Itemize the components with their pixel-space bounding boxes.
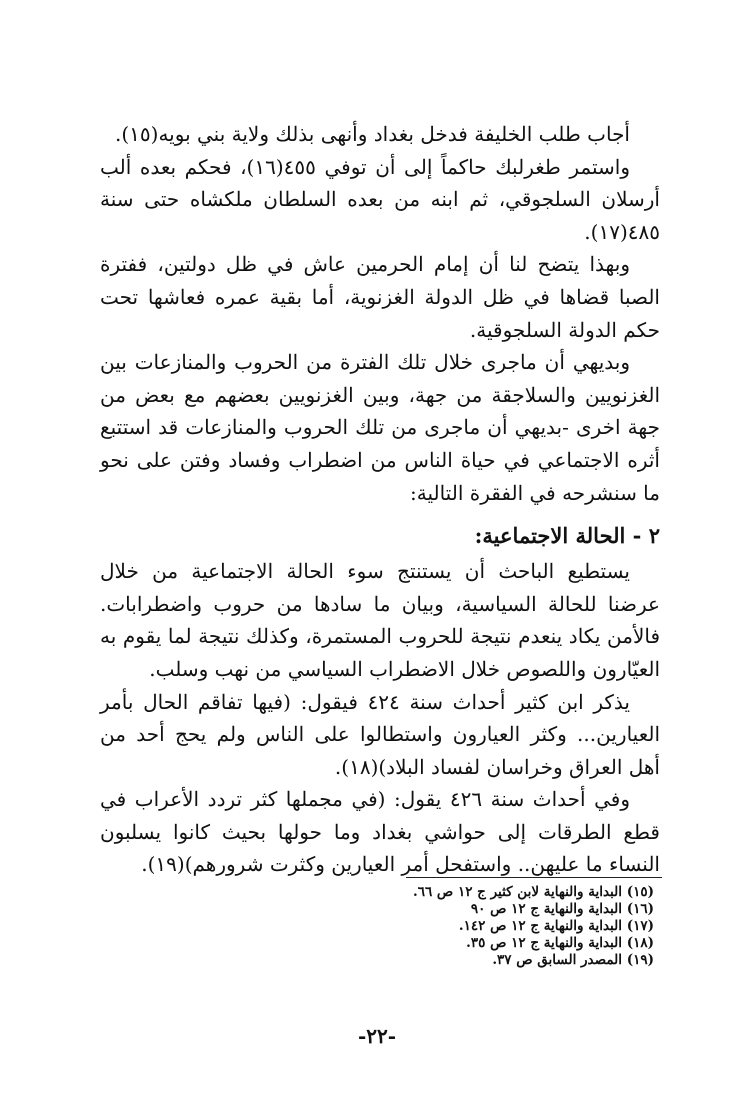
page-number: -٢٢- [357,1024,397,1048]
footnote-19: (١٩) المصدر السابق ص ٣٧. [492,952,654,968]
paragraph-5: يستطيع الباحث أن يستنتج سوء الحالة الاجتماعية من خلال عرضنا للحالة السياسية، وبيان ما سادها من حروب واضطرابات. فالأمن يكاد ينعدم نتيجة للحروب المستمرة، وكذلك نتيجة لما يقوم به العيّارون واللصوص خلال الاضطراب السياسي من نهب وسلب. [100,559,660,681]
footnote-15: (١٥) البداية والنهاية لابن كثير ج ١٢ ص ٦٦. [413,884,654,900]
paragraph-6: يذكر ابن كثير أحداث سنة ٤٢٤ فيقول: (فيها تفاقم الحال بأمر العيارين... وكثر العيارون واستطالوا على الناس ولم يحج أحد من أهل العراق وخراسان لفساد البلاد)(١٨). [100,689,660,779]
paragraph-4: وبديهي أن ماجرى خلال تلك الفترة من الحروب والمنازعات بين الغزنويين والسلاجقة من جهة، وبين الغزنويين بعضهم مع بعض من جهة اخرى -بديهي أن ماجرى من تلك الحروب والمنازعات قد استتبع أثره الاجتماعي في حياة الناس من اضطراب وفساد وفتن على نحو ما سنشرحه في الفقرة التالية: [100,350,660,505]
paragraph-1: أجاب طلب الخليفة فدخل بغداد وأنهى بذلك ولاية بني بويه(١٥). [115,122,630,146]
paragraph-3: وبهذا يتضح لنا أن إمام الحرمين عاش في ظل دولتين، ففترة الصبا قضاها في ظل الدولة الغزنوية، أما بقية عمره فعاشها تحت حكم الدولة السلجوقية. [100,252,660,342]
footnote-17: (١٧) البداية والنهاية ج ١٢ ص ١٤٢. [458,918,654,934]
paragraph-2: واستمر طغرلبك حاكماً إلى أن توفي ٤٥٥(١٦)، فحكم بعده ألب أرسلان السلجوقي، ثم ابنه من بعده السلطان ملكشاه حتى سنة ٤٨٥(١٧). [100,154,660,244]
footnote-divider [406,877,662,878]
section-heading: ٢ - الحالة الاجتماعية: [474,523,660,549]
footnote-18: (١٨) البداية والنهاية ج ١٢ ص ٣٥. [466,935,654,951]
footnotes [254,884,654,969]
paragraph-7: وفي أحداث سنة ٤٢٦ يقول: (في مجملها كثر تردد الأعراب في قطع الطرقات إلى حواشي بغداد وما حولها بحيث كانوا يسلبون النساء ما عليهن.. واستفحل أمر العيارين وكثرت شرورهم)(١٩). [100,787,660,877]
footnote-16: (١٦) البداية والنهاية ج ١٢ ص ٩٠ [470,901,654,917]
main-text [100,118,660,881]
